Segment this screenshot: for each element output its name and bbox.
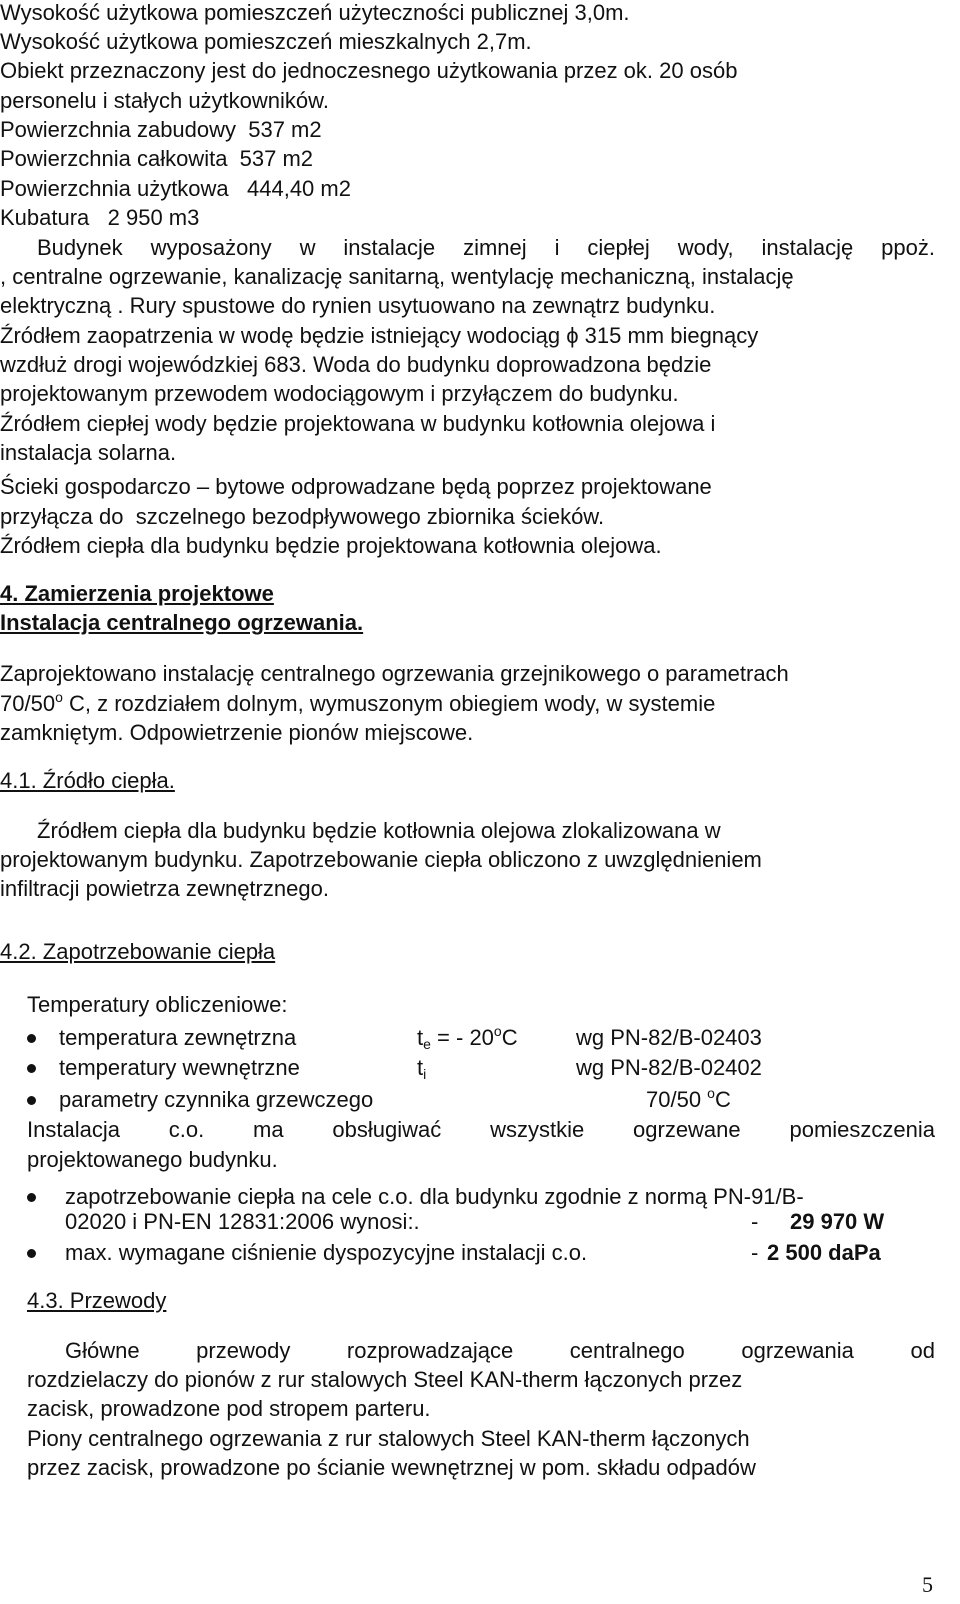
word: ciepłej bbox=[587, 235, 650, 260]
paragraph-line: infiltracji powietrza zewnętrznego. bbox=[0, 876, 329, 901]
paragraph-line: Źródłem ciepła dla budynku będzie projektowana kotłownia olejowa. bbox=[0, 533, 662, 558]
bullet-icon bbox=[27, 1096, 36, 1105]
word: centralnego bbox=[569, 1338, 685, 1363]
word: wody, bbox=[677, 235, 734, 260]
word: rozprowadzające bbox=[346, 1338, 514, 1363]
demand-line: zapotrzebowanie ciepła na cele c.o. dla budynku zgodnie z normą PN-91/B- bbox=[65, 1184, 804, 1209]
section-heading: 4. Zamierzenia projektowe bbox=[0, 581, 274, 606]
paragraph-line: Źródłem ciepła dla budynku będzie kotłownia olejowa zlokalizowana w bbox=[37, 818, 721, 843]
section-subheading: Instalacja centralnego ogrzewania. bbox=[0, 610, 364, 635]
word: Budynek bbox=[37, 235, 123, 260]
paragraph-line: przez zacisk, prowadzone po ścianie wewnętrznej w pom. składu odpadów bbox=[27, 1455, 756, 1480]
paragraph-line: instalacja solarna. bbox=[0, 440, 177, 465]
demand-line: max. wymagane ciśnienie dyspozycyjne instalacji c.o. bbox=[65, 1240, 588, 1265]
word: c.o. bbox=[168, 1117, 205, 1142]
intro-line: Obiekt przeznaczony jest do jednoczesnego użytkowania przez ok. 20 osób bbox=[0, 58, 738, 83]
paragraph-line: Ścieki gospodarczo – bytowe odprowadzane będą poprzez projektowane bbox=[0, 474, 712, 499]
word: Instalacja bbox=[27, 1117, 120, 1142]
word: ppoż. bbox=[881, 235, 935, 260]
demand-dash: - bbox=[751, 1209, 759, 1234]
paragraph-line: rozdzielaczy do pionów z rur stalowych Steel KAN-therm łączonych przez bbox=[27, 1367, 743, 1392]
intro-line: Powierzchnia całkowita 537 m2 bbox=[0, 146, 314, 171]
paragraph-line: Źródłem zaopatrzenia w wodę będzie istniejący wodociąg ϕ 315 mm biegnący bbox=[0, 323, 759, 348]
word: ogrzewania bbox=[741, 1338, 854, 1363]
intro-line: personelu i stałych użytkowników. bbox=[0, 88, 329, 113]
section-heading: 4.1. Źródło ciepła. bbox=[0, 768, 175, 793]
section-heading: 4.2. Zapotrzebowanie ciepła bbox=[0, 939, 276, 964]
demand-dash: - bbox=[751, 1240, 759, 1265]
paragraph-line: przyłącza do szczelnego bezodpływowego zbiornika ścieków. bbox=[0, 504, 605, 529]
word: w bbox=[299, 235, 316, 260]
bullet-icon bbox=[27, 1034, 36, 1043]
word: obsługiwać bbox=[332, 1117, 442, 1142]
word: instalację bbox=[761, 235, 854, 260]
intro-line: Wysokość użytkowa pomieszczeń użyteczności publicznej 3,0m. bbox=[0, 0, 630, 25]
paragraph-line: Zaprojektowano instalację centralnego ogrzewania grzejnikowego o parametrach bbox=[0, 661, 789, 686]
demand-value: 29 970 W bbox=[790, 1209, 885, 1234]
bullet-icon bbox=[27, 1249, 36, 1258]
word: instalacje bbox=[343, 235, 436, 260]
word: pomieszczenia bbox=[789, 1117, 935, 1142]
word: i bbox=[554, 235, 560, 260]
temp-norm: wg PN-82/B-02403 bbox=[576, 1025, 762, 1050]
temp-value: $t_i$ bbox=[417, 1055, 427, 1082]
word: zimnej bbox=[463, 235, 527, 260]
temps-label: Temperatury obliczeniowe: bbox=[27, 992, 288, 1017]
word: Główne bbox=[65, 1338, 140, 1363]
paragraph-line: projektowanym przewodem wodociągowym i przyłączem do budynku. bbox=[0, 381, 679, 406]
temp-value: $t_e$ = - 20$^o$C bbox=[417, 1023, 518, 1052]
paragraph-line: 70/50$^o$ C, z rozdziałem dolnym, wymuszonym obiegiem wody, w systemie bbox=[0, 689, 716, 716]
intro-line: Kubatura 2 950 m3 bbox=[0, 205, 200, 230]
temp-name: temperatury wewnętrzne bbox=[59, 1055, 300, 1080]
paragraph-line: Piony centralnego ogrzewania z rur stalowych Steel KAN-therm łączonych bbox=[27, 1426, 750, 1451]
paragraph-line: projektowanego budynku. bbox=[27, 1147, 278, 1172]
demand-line: 02020 i PN-EN 12831:2006 wynosi:. bbox=[65, 1209, 420, 1234]
word: ogrzewane bbox=[633, 1117, 741, 1142]
paragraph-line bbox=[37, 233, 935, 263]
temp-name: parametry czynnika grzewczego bbox=[59, 1087, 374, 1112]
paragraph-line: zamkniętym. Odpowietrzenie pionów miejscowe. bbox=[0, 720, 474, 745]
word: wyposażony bbox=[150, 235, 272, 260]
intro-line: Wysokość użytkowa pomieszczeń mieszkalnych 2,7m. bbox=[0, 29, 532, 54]
paragraph-line: elektryczną . Rury spustowe do rynien usytuowano na zewnątrz budynku. bbox=[0, 293, 716, 318]
intro-line: Powierzchnia użytkowa 444,40 m2 bbox=[0, 176, 351, 201]
paragraph-line: , centralne ogrzewanie, kanalizację sanitarną, wentylację mechaniczną, instalację bbox=[0, 264, 794, 289]
paragraph-line bbox=[27, 1115, 935, 1145]
paragraph-line: Źródłem ciepłej wody będzie projektowana w budynku kotłownia olejowa i bbox=[0, 411, 716, 436]
page-number: 5 bbox=[922, 1572, 933, 1597]
temp-name: temperatura zewnętrzna bbox=[59, 1025, 297, 1050]
temp-value: 70/50 $^o$C bbox=[646, 1085, 731, 1112]
intro-line: Powierzchnia zabudowy 537 m2 bbox=[0, 117, 322, 142]
section-heading: 4.3. Przewody bbox=[27, 1288, 167, 1313]
paragraph-line bbox=[65, 1336, 935, 1366]
word: przewody bbox=[196, 1338, 291, 1363]
paragraph-line: projektowanym budynku. Zapotrzebowanie ciepła obliczono z uwzględnieniem bbox=[0, 847, 762, 872]
word: wszystkie bbox=[490, 1117, 585, 1142]
paragraph-line: wzdłuż drogi wojewódzkiej 683. Woda do budynku doprowadzona będzie bbox=[0, 352, 712, 377]
bullet-icon bbox=[27, 1064, 36, 1073]
demand-value: 2 500 daPa bbox=[767, 1240, 881, 1265]
word: ma bbox=[253, 1117, 284, 1142]
word: od bbox=[910, 1338, 935, 1363]
paragraph-line: zacisk, prowadzone pod stropem parteru. bbox=[27, 1396, 431, 1421]
bullet-icon bbox=[27, 1193, 36, 1202]
temp-norm: wg PN-82/B-02402 bbox=[576, 1055, 762, 1080]
